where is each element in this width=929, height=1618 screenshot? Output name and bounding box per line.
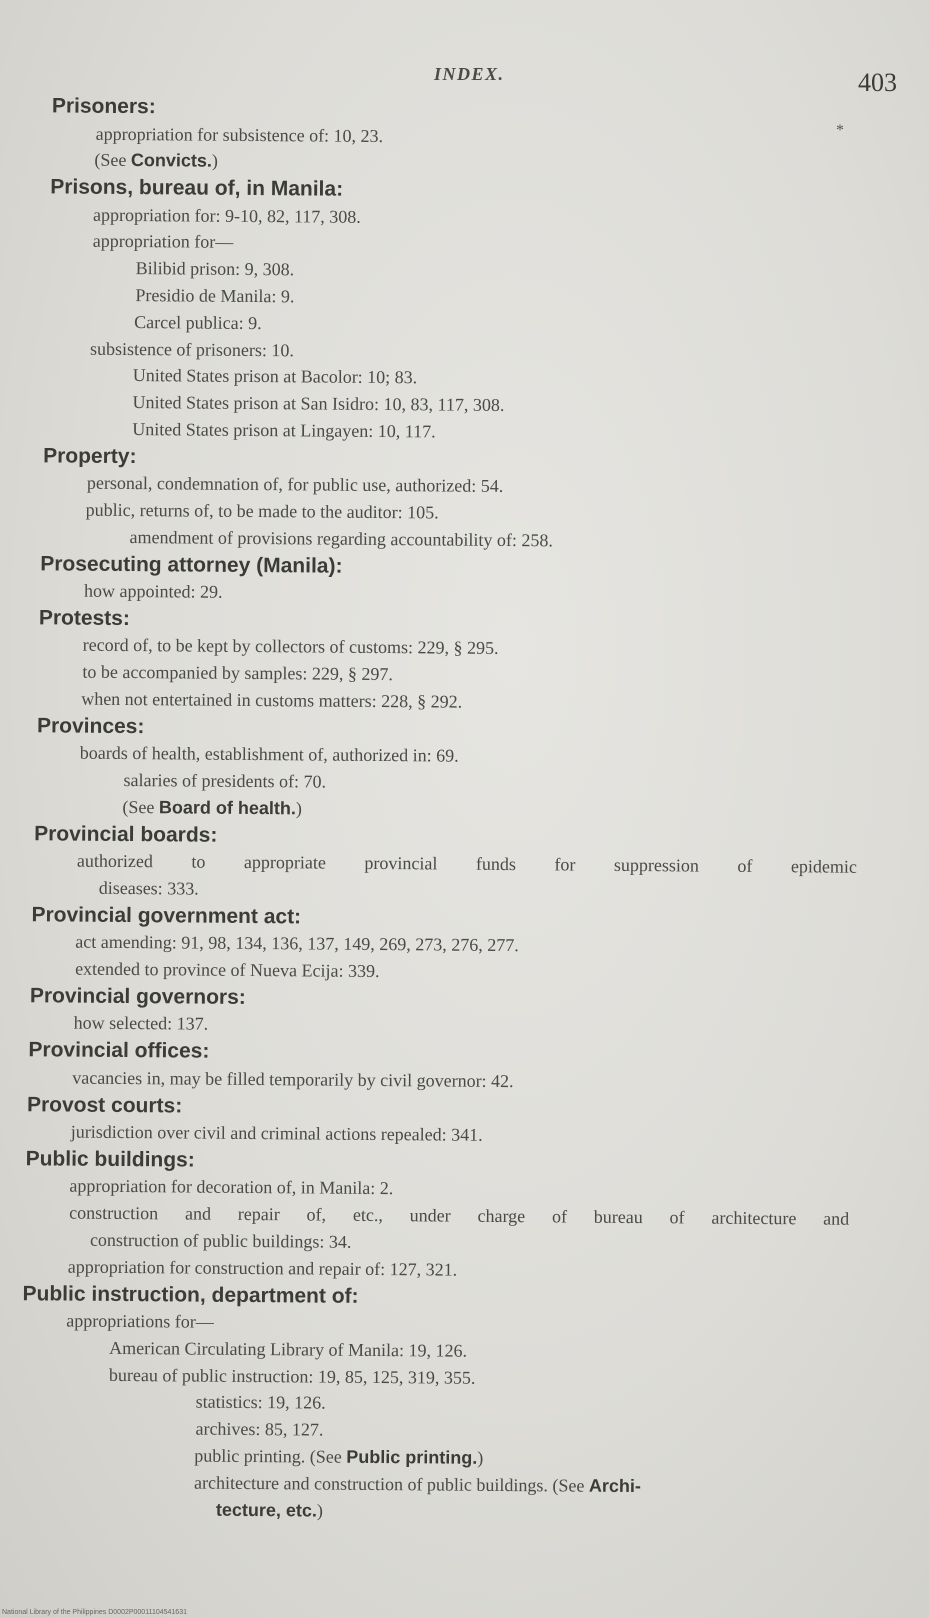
index-entry (0, 173, 899, 449)
line-text: Carcel publica: 9. (134, 311, 262, 333)
footer-credit: National Library of the Philippines D0002P00011104541631 (2, 1609, 187, 1616)
line-text: appropriation for subsistence of: 10, 23. (95, 123, 384, 146)
line-text: United States prison at Bacolor: 10; 83. (132, 365, 418, 388)
line-text: authorized to appropriate provincial funds for suppression of epidemic (76, 850, 858, 877)
entry-heading: Provincial government act: (31, 903, 302, 929)
index-entry (0, 1145, 892, 1287)
entry-heading: Provinces: (36, 714, 145, 738)
line-text: public printing. (See (194, 1445, 347, 1467)
line-text: appropriation for: 9-10, 82, 117, 308. (92, 204, 361, 227)
cross-reference: Archi- (588, 1475, 642, 1496)
line-text: subsistence of prisoners: 10. (89, 338, 295, 360)
entry-heading: Provincial boards: (34, 822, 218, 847)
entry-heading: Protests: (38, 606, 130, 630)
line-text-after: ) (295, 798, 302, 819)
entry-heading: Provost courts: (26, 1092, 183, 1117)
entry-heading: Public instruction, department of: (22, 1281, 359, 1308)
line-text: bureau of public instruction: 19, 85, 125, 319, 355. (108, 1364, 476, 1388)
cross-reference: tecture, etc. (215, 1499, 317, 1521)
line-text: act amending: 91, 98, 134, 136, 137, 149, 269, 273, 276, 277. (75, 931, 519, 956)
line-text: to be accompanied by samples: 229, § 297. (82, 661, 393, 685)
line-text: boards of health, establishment of, authorized in: 69. (79, 742, 459, 766)
running-header: INDEX. (434, 64, 505, 84)
line-text: amendment of provisions regarding accountability of: 258. (129, 526, 553, 551)
entry-heading: Property: (43, 444, 137, 468)
entry-heading: Provincial offices: (28, 1038, 210, 1063)
entry-heading: Prisoners: (51, 94, 156, 119)
line-text: when not entertained in customs matters: 228, § 292. (81, 688, 463, 712)
line-text: Presidio de Manila: 9. (135, 285, 295, 307)
line-text: vacancies in, may be filled temporarily by civil governor: 42. (72, 1067, 514, 1091)
cross-reference: Convicts. (130, 150, 213, 171)
cross-reference: Board of health. (158, 797, 296, 819)
line-text-after: ) (211, 150, 219, 172)
index-entry (0, 1036, 893, 1097)
entry-heading: Public buildings: (25, 1147, 195, 1172)
index-entry (0, 982, 893, 1043)
entry-heading: Provincial governors: (29, 984, 246, 1009)
line-text: personal, condemnation of, for public use, authorized: 54. (86, 472, 504, 497)
index-entry (0, 820, 894, 908)
index-entry (0, 901, 894, 989)
index-entry (0, 550, 896, 611)
line-text: American Circulating Library of Manila: 19, 126. (109, 1337, 468, 1361)
line-text-after: ) (477, 1447, 484, 1468)
line-text: appropriation for construction and repair of: 127, 321. (67, 1256, 458, 1280)
line-text: (See (122, 796, 159, 818)
entry-heading: Prisons, bureau of, in Manila: (50, 175, 344, 201)
index-entry (0, 712, 895, 827)
line-text: United States prison at San Isidro: 10, 83, 117, 308. (132, 392, 505, 416)
line-text: extended to province of Nueva Ecija: 339. (75, 958, 380, 982)
line-text: Bilibid prison: 9, 308. (135, 258, 295, 280)
line-text: record of, to be kept by collectors of customs: 229, § 295. (82, 635, 499, 659)
line-text: architecture and construction of public buildings. (See (194, 1472, 590, 1496)
line-text: statistics: 19, 126. (195, 1391, 326, 1413)
index-entry (0, 92, 900, 180)
line-text: construction of public buildings: 34. (89, 1229, 352, 1252)
page-number: 403 (858, 68, 897, 97)
line-text: appropriations for— (66, 1310, 214, 1332)
line-text: public, returns of, to be made to the auditor: 105. (85, 499, 439, 523)
index-entry (0, 1279, 891, 1528)
line-text: diseases: 333. (98, 877, 199, 899)
line-text: (See (94, 150, 132, 171)
line-text: how selected: 137. (73, 1013, 209, 1035)
index-entries (0, 92, 900, 1528)
entry-heading: Prosecuting attorney (Manila): (40, 551, 343, 578)
line-text: appropriation for— (92, 231, 234, 253)
index-entry (0, 604, 896, 719)
line-text: salaries of presidents of: 70. (123, 770, 327, 792)
index-entry (0, 1090, 892, 1151)
line-text: United States prison at Lingayen: 10, 117. (132, 419, 436, 442)
line-text: construction and repair of, etc., under charge of bureau of architecture and (69, 1202, 850, 1229)
line-text: archives: 85, 127. (195, 1418, 324, 1440)
line-text: how appointed: 29. (84, 580, 223, 602)
line-text-after: ) (316, 1500, 323, 1521)
index-entry (0, 442, 897, 557)
line-text: jurisdiction over civil and criminal actions repealed: 341. (70, 1121, 483, 1145)
cross-reference: Public printing. (346, 1446, 478, 1468)
margin-mark: * (836, 122, 844, 139)
line-text: appropriation for decoration of, in Manila: 2. (69, 1175, 394, 1199)
